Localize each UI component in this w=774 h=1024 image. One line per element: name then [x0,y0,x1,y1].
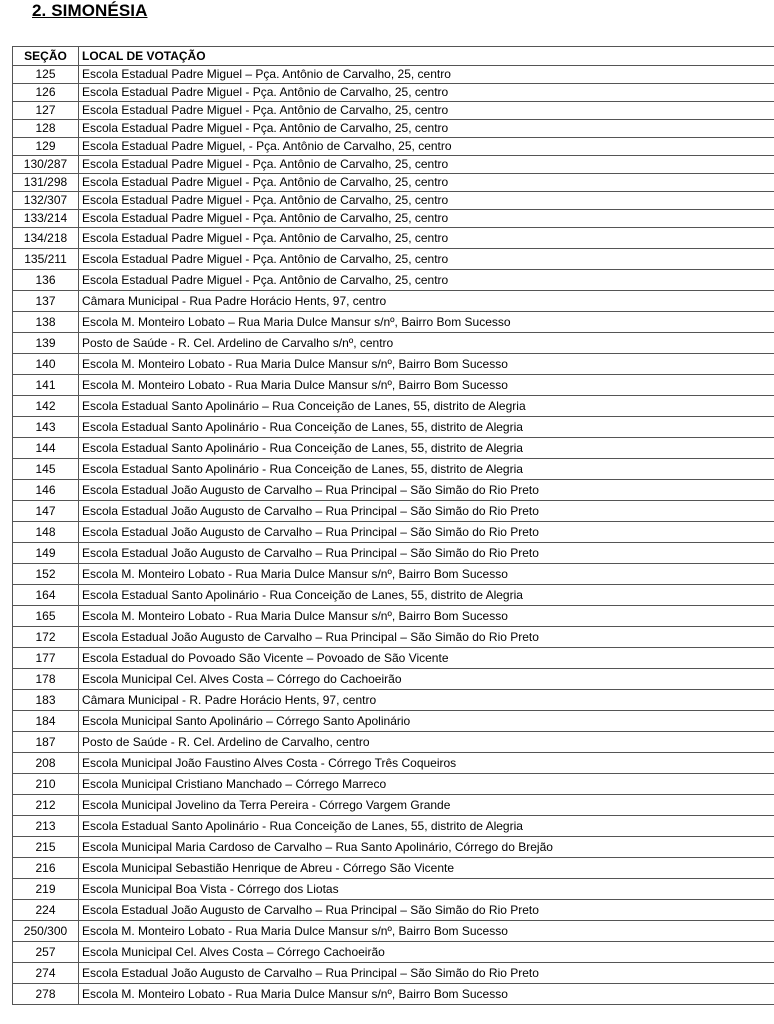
polling-location-cell: Posto de Saúde - R. Cel. Ardelino de Carvalho s/nº, centro [79,333,774,354]
table-row [13,312,774,333]
section-number-cell: 178 [13,669,79,690]
table-row [13,522,774,543]
polling-location-cell: Escola Estadual Padre Miguel - Pça. Antônio de Carvalho, 25, centro [79,192,774,210]
section-number-cell: 219 [13,879,79,900]
section-number-cell: 144 [13,438,79,459]
table-row [13,921,774,942]
section-number-cell: 152 [13,564,79,585]
section-number-cell: 274 [13,963,79,984]
polling-location-cell: Escola Estadual do Povoado São Vicente – Povoado de São Vicente [79,648,774,669]
section-number-cell: 148 [13,522,79,543]
polling-location-cell: Escola Municipal Jovelino da Terra Pereira - Córrego Vargem Grande [79,795,774,816]
table-row [13,66,774,84]
section-number-cell: 126 [13,84,79,102]
polling-location-cell: Escola M. Monteiro Lobato - Rua Maria Dulce Mansur s/nº, Bairro Bom Sucesso [79,375,774,396]
section-number-cell: 128 [13,120,79,138]
polling-location-cell: Escola Municipal Cristiano Manchado – Córrego Marreco [79,774,774,795]
section-number-cell: 184 [13,711,79,732]
table-row [13,210,774,228]
section-number-cell: 145 [13,459,79,480]
table-body [13,66,774,1005]
polling-location-cell: Escola Estadual João Augusto de Carvalho – Rua Principal – São Simão do Rio Preto [79,627,774,648]
location-column-header: LOCAL DE VOTAÇÃO [79,47,774,66]
document-heading: 2. SIMONÉSIA [32,1,148,20]
table-row [13,84,774,102]
table-header-row [13,47,774,66]
section-number-cell: 135/211 [13,249,79,270]
polling-location-cell: Escola Estadual Santo Apolinário - Rua Conceição de Lanes, 55, distrito de Alegria [79,417,774,438]
section-number-cell: 138 [13,312,79,333]
table-row [13,120,774,138]
table-row [13,192,774,210]
polling-location-cell: Escola Municipal Sebastião Henrique de Abreu - Córrego São Vicente [79,858,774,879]
table-row [13,858,774,879]
polling-location-cell: Escola Estadual Santo Apolinário – Rua Conceição de Lanes, 55, distrito de Alegria [79,396,774,417]
section-number-cell: 132/307 [13,192,79,210]
section-number-cell: 187 [13,732,79,753]
section-number-cell: 143 [13,417,79,438]
table-row [13,816,774,837]
section-number-cell: 177 [13,648,79,669]
table-row [13,375,774,396]
polling-location-cell: Escola Estadual Padre Miguel - Pça. Antônio de Carvalho, 25, centro [79,249,774,270]
polling-location-cell: Escola Estadual Santo Apolinário - Rua Conceição de Lanes, 55, distrito de Alegria [79,438,774,459]
section-number-cell: 140 [13,354,79,375]
polling-location-cell: Escola M. Monteiro Lobato - Rua Maria Dulce Mansur s/nº, Bairro Bom Sucesso [79,606,774,627]
table-row [13,228,774,249]
section-number-cell: 257 [13,942,79,963]
table-row [13,270,774,291]
section-number-cell: 164 [13,585,79,606]
section-number-cell: 127 [13,102,79,120]
polling-location-cell: Escola Estadual Santo Apolinário - Rua Conceição de Lanes, 55, distrito de Alegria [79,585,774,606]
table-row [13,480,774,501]
table-row [13,102,774,120]
table-row [13,138,774,156]
section-number-cell: 134/218 [13,228,79,249]
polling-location-cell: Escola Estadual Padre Miguel - Pça. Antônio de Carvalho, 25, centro [79,120,774,138]
table-row [13,795,774,816]
polling-location-cell: Escola Estadual Padre Miguel, - Pça. Antônio de Carvalho, 25, centro [79,138,774,156]
polling-location-cell: Escola Estadual Santo Apolinário - Rua Conceição de Lanes, 55, distrito de Alegria [79,459,774,480]
polling-location-cell: Escola Estadual Padre Miguel – Pça. Antônio de Carvalho, 25, centro [79,66,774,84]
polling-location-cell: Escola Estadual João Augusto de Carvalho – Rua Principal – São Simão do Rio Preto [79,900,774,921]
section-number-cell: 165 [13,606,79,627]
table-row [13,648,774,669]
polling-sections-table [12,46,774,1005]
section-number-cell: 149 [13,543,79,564]
polling-location-cell: Escola Municipal Santo Apolinário – Córrego Santo Apolinário [79,711,774,732]
section-number-cell: 142 [13,396,79,417]
table-row [13,417,774,438]
polling-location-cell: Câmara Municipal - Rua Padre Horácio Hents, 97, centro [79,291,774,312]
polling-location-cell: Câmara Municipal - R. Padre Horácio Hents, 97, centro [79,690,774,711]
polling-location-cell: Escola Estadual Padre Miguel - Pça. Antônio de Carvalho, 25, centro [79,228,774,249]
section-number-cell: 147 [13,501,79,522]
polling-location-cell: Escola Estadual Padre Miguel - Pça. Antônio de Carvalho, 25, centro [79,84,774,102]
polling-location-cell: Escola Estadual João Augusto de Carvalho – Rua Principal – São Simão do Rio Preto [79,543,774,564]
table-row [13,669,774,690]
polling-location-cell: Escola M. Monteiro Lobato – Rua Maria Dulce Mansur s/nº, Bairro Bom Sucesso [79,312,774,333]
section-number-cell: 208 [13,753,79,774]
polling-location-cell: Escola Estadual João Augusto de Carvalho – Rua Principal – São Simão do Rio Preto [79,501,774,522]
polling-location-cell: Escola Municipal Boa Vista - Córrego dos Liotas [79,879,774,900]
section-number-cell: 183 [13,690,79,711]
section-number-cell: 278 [13,984,79,1005]
section-column-header: SEÇÃO [13,47,79,66]
polling-location-cell: Escola Estadual Padre Miguel - Pça. Antônio de Carvalho, 25, centro [79,156,774,174]
section-number-cell: 141 [13,375,79,396]
table-row [13,774,774,795]
polling-location-cell: Posto de Saúde - R. Cel. Ardelino de Carvalho, centro [79,732,774,753]
table-row [13,501,774,522]
section-number-cell: 224 [13,900,79,921]
section-number-cell: 137 [13,291,79,312]
table-row [13,837,774,858]
polling-location-cell: Escola Municipal João Faustino Alves Costa - Córrego Três Coqueiros [79,753,774,774]
table-row [13,690,774,711]
section-number-cell: 215 [13,837,79,858]
polling-location-cell: Escola Municipal Cel. Alves Costa – Córrego do Cachoeirão [79,669,774,690]
section-number-cell: 131/298 [13,174,79,192]
table-row [13,564,774,585]
table-row [13,438,774,459]
table-row [13,396,774,417]
polling-location-cell: Escola Estadual João Augusto de Carvalho – Rua Principal – São Simão do Rio Preto [79,963,774,984]
table-row [13,732,774,753]
table-row [13,174,774,192]
section-number-cell: 213 [13,816,79,837]
table-row [13,963,774,984]
table-row [13,249,774,270]
section-number-cell: 133/214 [13,210,79,228]
section-number-cell: 172 [13,627,79,648]
table-row [13,711,774,732]
polling-location-cell: Escola Estadual Padre Miguel - Pça. Antônio de Carvalho, 25, centro [79,102,774,120]
section-number-cell: 216 [13,858,79,879]
polling-location-cell: Escola M. Monteiro Lobato - Rua Maria Dulce Mansur s/nº, Bairro Bom Sucesso [79,921,774,942]
table-row [13,627,774,648]
polling-location-cell: Escola Estadual João Augusto de Carvalho – Rua Principal – São Simão do Rio Preto [79,522,774,543]
table-row [13,900,774,921]
table-row [13,333,774,354]
table-row [13,543,774,564]
table-row [13,879,774,900]
section-number-cell: 250/300 [13,921,79,942]
table-row [13,585,774,606]
table-row [13,606,774,627]
section-number-cell: 125 [13,66,79,84]
table-row [13,753,774,774]
polling-location-cell: Escola M. Monteiro Lobato - Rua Maria Dulce Mansur s/nº, Bairro Bom Sucesso [79,354,774,375]
section-number-cell: 136 [13,270,79,291]
polling-location-cell: Escola Municipal Maria Cardoso de Carvalho – Rua Santo Apolinário, Córrego do Brejão [79,837,774,858]
section-number-cell: 212 [13,795,79,816]
table-row [13,942,774,963]
table-row [13,156,774,174]
polling-location-cell: Escola Estadual Padre Miguel - Pça. Antônio de Carvalho, 25, centro [79,174,774,192]
polling-location-cell: Escola Estadual Padre Miguel - Pça. Antônio de Carvalho, 25, centro [79,270,774,291]
section-number-cell: 130/287 [13,156,79,174]
table-row [13,459,774,480]
section-number-cell: 210 [13,774,79,795]
polling-location-cell: Escola Estadual João Augusto de Carvalho – Rua Principal – São Simão do Rio Preto [79,480,774,501]
polling-location-cell: Escola Estadual Santo Apolinário - Rua Conceição de Lanes, 55, distrito de Alegria [79,816,774,837]
table-row [13,291,774,312]
table-row [13,984,774,1005]
polling-location-cell: Escola Estadual Padre Miguel - Pça. Antônio de Carvalho, 25, centro [79,210,774,228]
table-row [13,354,774,375]
polling-location-cell: Escola Municipal Cel. Alves Costa – Córrego Cachoeirão [79,942,774,963]
polling-location-cell: Escola M. Monteiro Lobato - Rua Maria Dulce Mansur s/nº, Bairro Bom Sucesso [79,984,774,1005]
section-number-cell: 146 [13,480,79,501]
section-number-cell: 129 [13,138,79,156]
section-number-cell: 139 [13,333,79,354]
polling-location-cell: Escola M. Monteiro Lobato - Rua Maria Dulce Mansur s/nº, Bairro Bom Sucesso [79,564,774,585]
